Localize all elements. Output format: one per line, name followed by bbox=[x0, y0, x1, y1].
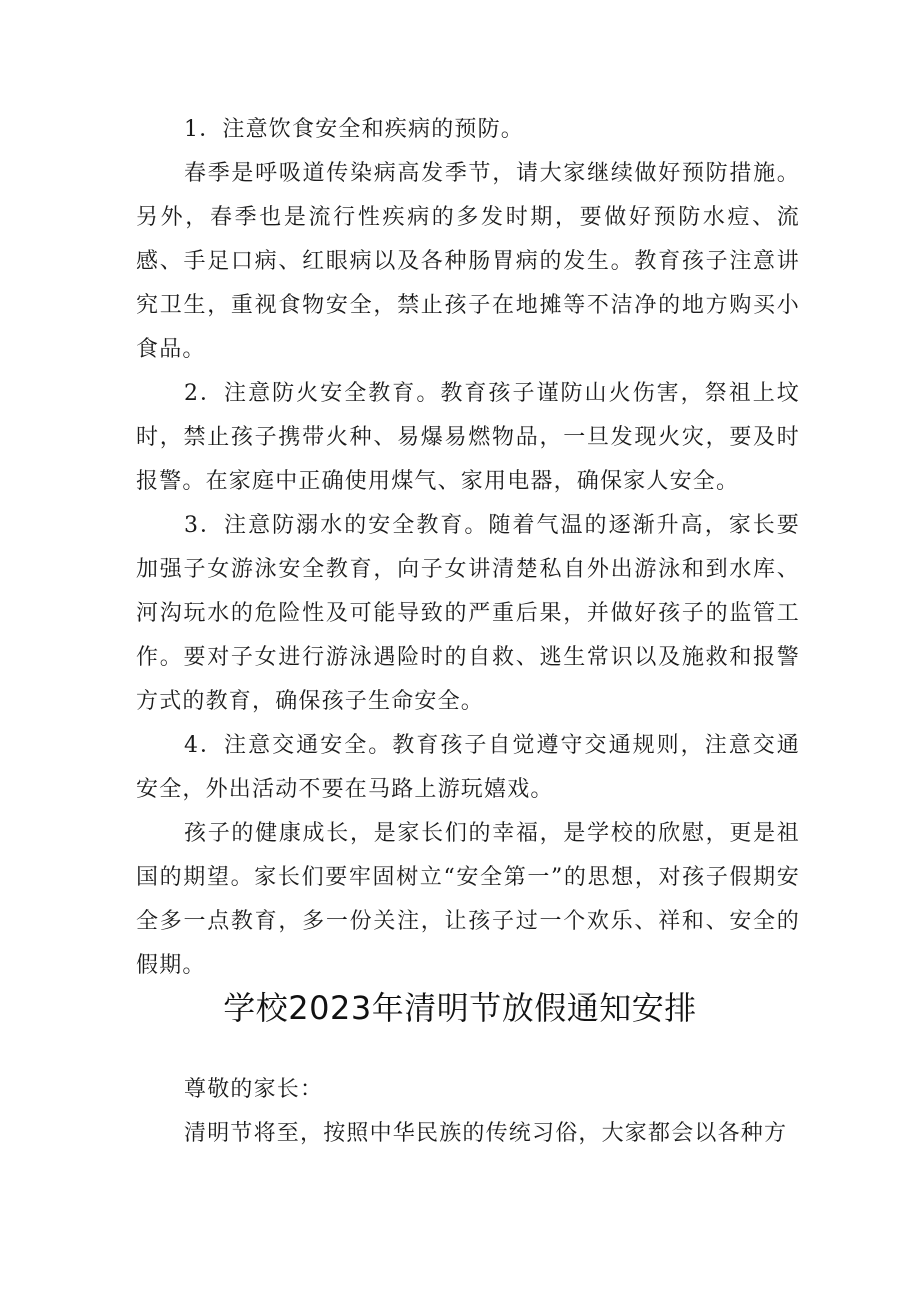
document-body-lower bbox=[136, 1068, 800, 1156]
document-body-upper bbox=[136, 108, 800, 988]
paragraph-intro: 清明节将至，按照中华民族的传统习俗，大家都会以各种方 bbox=[184, 1121, 788, 1146]
paragraph-closing: 孩子的健康成长，是家长们的幸福，是学校的欣慰，更是祖国的期望。家长们要牢固树立“安全第一”的思想，对孩子假期安全多一点教育，多一份关注，让孩子过一个欢乐、祥和、安全的假期。 bbox=[136, 821, 800, 978]
paragraph-fire-safety: 2．注意防火安全教育。教育孩子谨防山火伤害，祭祖上坟时，禁止孩子携带火种、易爆易燃物品，一旦发现火灾，要及时报警。在家庭中正确使用煤气、家用电器，确保家人安全。 bbox=[136, 381, 800, 494]
document-title: 学校2023年清明节放假通知安排 bbox=[223, 989, 697, 1027]
salutation: 尊敬的家长： bbox=[184, 1077, 324, 1102]
paragraph-item-1: 1．注意饮食安全和疾病的预防。 bbox=[184, 117, 524, 142]
paragraph-diet-safety: 春季是呼吸道传染病高发季节，请大家继续做好预防措施。另外，春季也是流行性疾病的多发时期，要做好预防水痘、流感、手足口病、红眼病以及各种肠胃病的发生。教育孩子注意讲究卫生，重视食物安全，禁止孩子在地摊等不洁净的地方购买小食品。 bbox=[136, 161, 800, 362]
paragraph-traffic-safety: 4．注意交通安全。教育孩子自觉遵守交通规则，注意交通安全，外出活动不要在马路上游玩嬉戏。 bbox=[136, 733, 800, 802]
paragraph-drowning-safety: 3．注意防溺水的安全教育。随着气温的逐渐升高，家长要加强子女游泳安全教育，向子女讲清楚私自外出游泳和到水库、河沟玩水的危险性及可能导致的严重后果，并做好孩子的监管工作。要对子女进行游泳遇险时的自救、逃生常识以及施救和报警方式的教育，确保孩子生命安全。 bbox=[136, 513, 800, 714]
